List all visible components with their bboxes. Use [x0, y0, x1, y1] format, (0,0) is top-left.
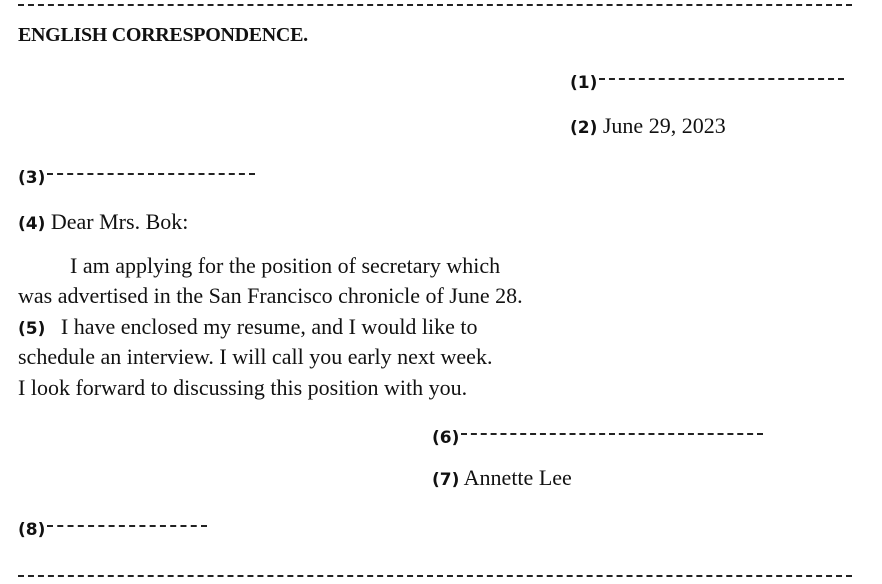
salutation: Dear Mrs. Bok:	[50, 209, 189, 234]
slot-3	[18, 165, 255, 187]
slot-6-blank	[461, 433, 763, 435]
slot-1-blank	[599, 78, 844, 80]
slot-4	[18, 211, 188, 233]
slot-4-number: (4)	[18, 214, 46, 234]
body-line-2: was advertised in the San Francisco chronicle of June 28.	[18, 283, 523, 308]
body-line-1: I am applying for the position of secretary which	[70, 253, 501, 278]
slot-7-number: (7)	[432, 470, 460, 490]
signature-name: Annette Lee	[463, 465, 572, 490]
slot-7	[432, 467, 572, 489]
slot-8-blank	[47, 525, 207, 527]
section-heading: ENGLISH CORRESPONDENCE.	[18, 24, 308, 46]
slot-2	[570, 115, 726, 137]
slot-8-number: (8)	[18, 520, 46, 540]
body-line-4: schedule an interview. I will call you early next week.	[18, 344, 493, 369]
slot-8	[18, 517, 207, 539]
slot-3-number: (3)	[18, 168, 46, 188]
slot-6-number: (6)	[432, 428, 460, 448]
slot-1	[570, 70, 844, 92]
slot-3-blank	[47, 173, 255, 175]
bottom-dashed-rule	[18, 575, 852, 577]
slot-1-number: (1)	[570, 73, 598, 93]
slot-5-number: (5)	[18, 319, 46, 339]
body-line-3-text: I have enclosed my resume, and I would like to	[60, 314, 478, 339]
letter-date: June 29, 2023	[602, 113, 726, 138]
body-line-5: I look forward to discussing this position with you.	[18, 375, 468, 400]
top-dashed-rule	[18, 4, 852, 6]
body-line-3	[18, 316, 478, 338]
slot-6	[432, 425, 763, 447]
slot-2-number: (2)	[570, 118, 598, 138]
